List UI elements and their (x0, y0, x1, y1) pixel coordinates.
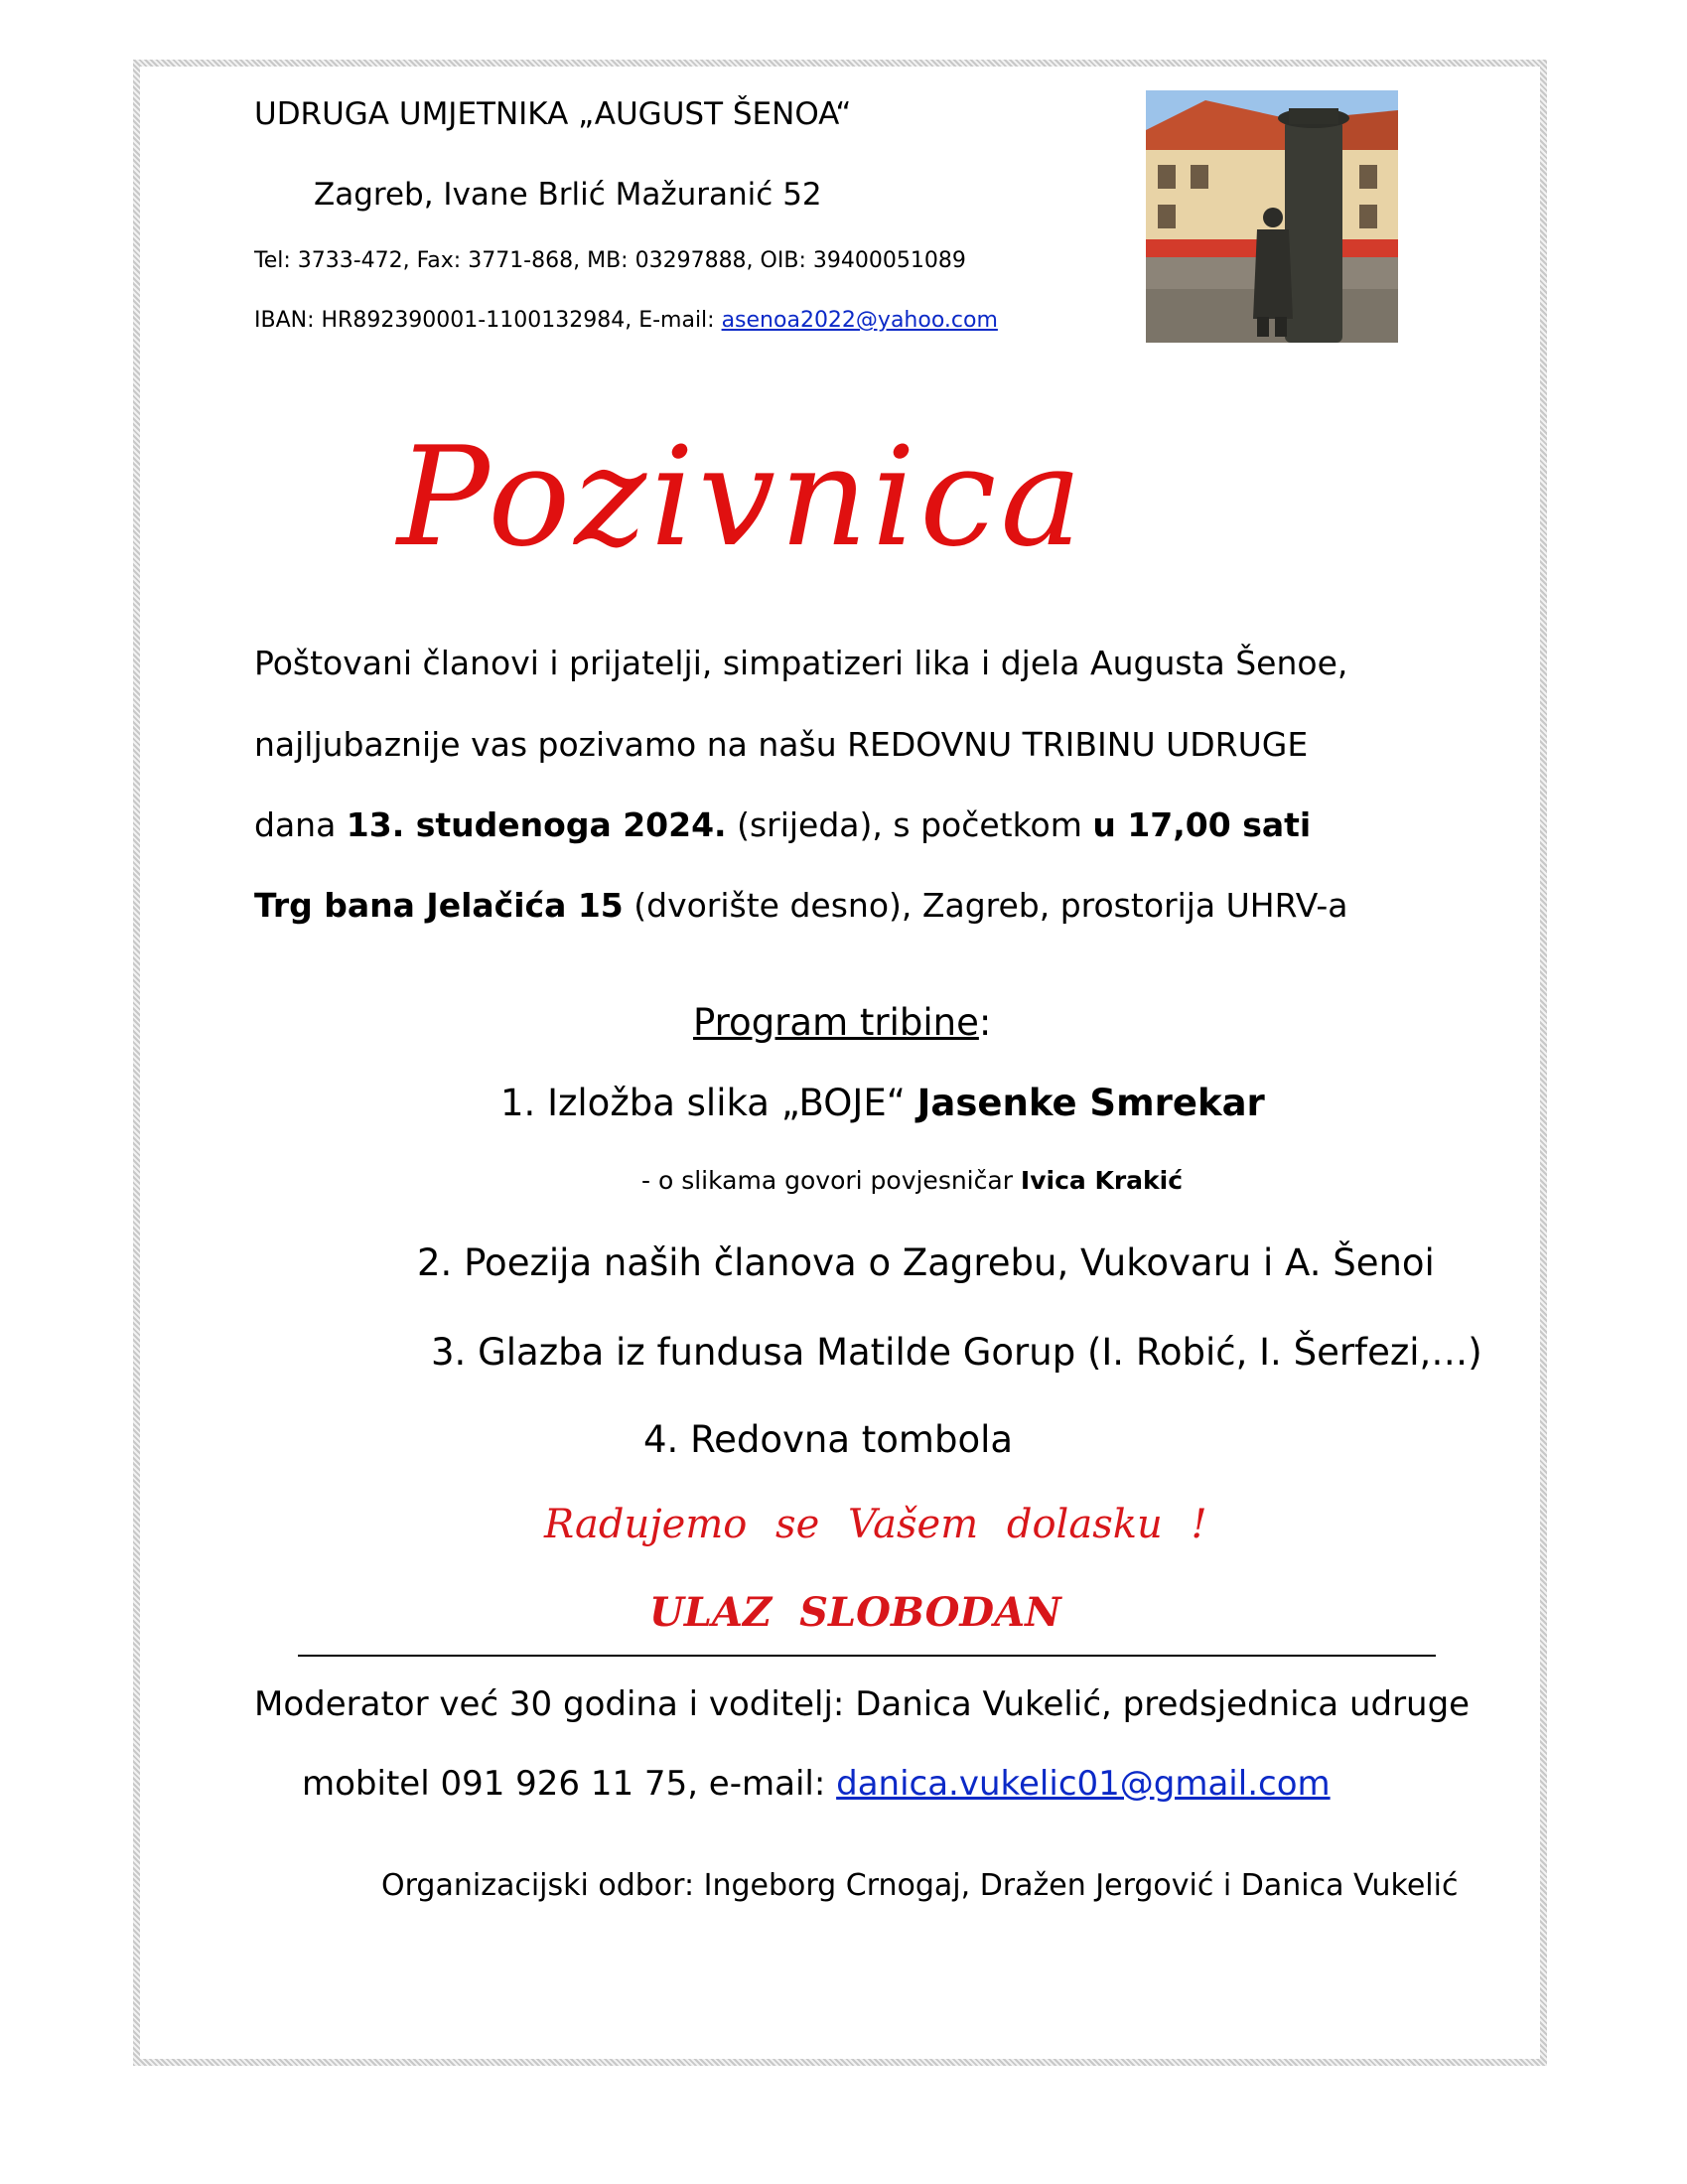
intro-line-1: Poštovani članovi i prijatelji, simpatizeri lika i djela Augusta Šenoe, (254, 644, 1348, 682)
welcome-message: Radujemo se Vašem dolasku ! (544, 1502, 1207, 1547)
place-details: (dvorište desno), Zagreb, prostorija UHRV-a (623, 886, 1348, 925)
statue-photo (1146, 90, 1398, 343)
event-date: 13. studenoga 2024. (346, 805, 727, 844)
program-heading-text: Program tribine (693, 1001, 979, 1044)
program-item-4: 4. Redovna tombola (643, 1418, 1014, 1461)
program-item-1-sub-text: - o slikama govori povjesničar (641, 1166, 1021, 1195)
program-item-3: 3. Glazba iz fundusa Matilde Gorup (I. Robić, I. Šerfezi,…) (431, 1331, 1482, 1374)
invitation-title: Pozivnica (397, 417, 1086, 577)
program-item-1-text: 1. Izložba slika „BOJE“ (500, 1082, 917, 1124)
event-time: u 17,00 sati (1092, 805, 1312, 844)
org-contact-line: Tel: 3733-472, Fax: 3771-868, MB: 03297888, OIB: 39400051089 (254, 248, 966, 273)
date-prefix: dana (254, 805, 347, 844)
program-item-1-artist: Jasenke Smrekar (916, 1082, 1265, 1124)
program-heading (693, 1001, 991, 1044)
org-iban-line (254, 308, 998, 333)
org-email-link[interactable]: asenoa2022@yahoo.com (721, 308, 998, 333)
committee-line: Organizacijski odbor: Ingeborg Crnogaj, Dražen Jergović i Danica Vukelić (381, 1868, 1459, 1903)
date-suffix: (srijeda), s početkom (726, 805, 1093, 844)
mobile-text: mobitel 091 926 11 75, e-mail: (302, 1764, 837, 1804)
mobile-line (302, 1764, 1331, 1804)
iban-text: IBAN: HR892390001-1100132984, E-mail: (254, 308, 722, 333)
divider-line (298, 1655, 1436, 1657)
org-name: UDRUGA UMJETNIKA „AUGUST ŠENOA“ (254, 96, 852, 132)
program-item-2: 2. Poezija naših članova o Zagrebu, Vukovaru i A. Šenoi (417, 1241, 1435, 1284)
free-entry-note: ULAZ SLOBODAN (649, 1589, 1061, 1636)
intro-line-2: najljubaznije vas pozivamo na našu REDOVNU TRIBINU UDRUGE (254, 725, 1309, 764)
intro-line-4 (254, 886, 1348, 925)
program-heading-colon: : (978, 1001, 992, 1044)
moderator-email-link[interactable]: danica.vukelic01@gmail.com (836, 1764, 1331, 1804)
program-item-1 (500, 1082, 1265, 1124)
event-place: Trg bana Jelačića 15 (254, 886, 624, 925)
intro-line-3 (254, 805, 1311, 844)
program-item-1-sub (641, 1166, 1183, 1195)
program-item-1-speaker: Ivica Krakić (1020, 1166, 1184, 1195)
org-address: Zagreb, Ivane Brlić Mažuranić 52 (314, 177, 822, 213)
moderator-line: Moderator već 30 godina i voditelj: Danica Vukelić, predsjednica udruge (254, 1684, 1471, 1724)
